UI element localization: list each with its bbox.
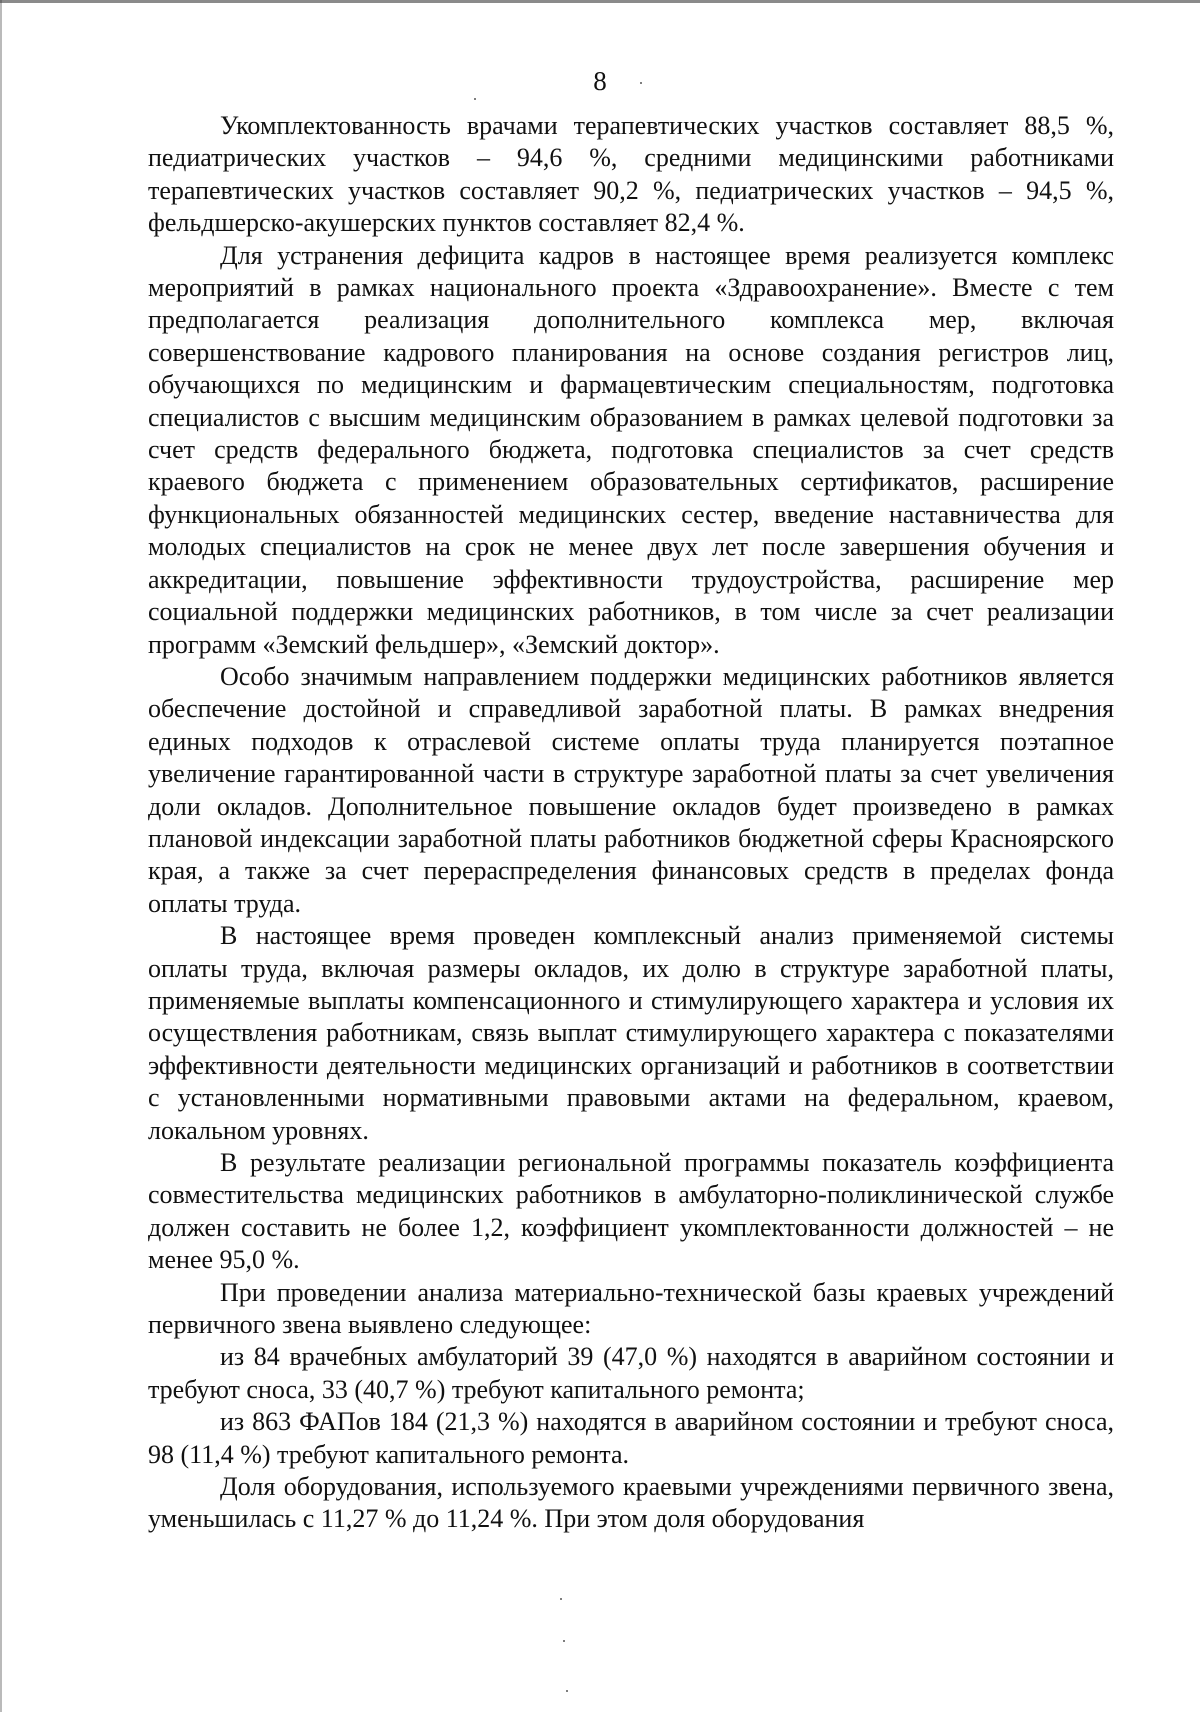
scan-speck xyxy=(640,82,642,84)
paragraph-staffing: Укомплектованность врачами терапевтических участков составляет 88,5 %, педиатрических участков – 94,6 %, средними медицинскими работниками терапевтических участков составляет 90,2 %, педиатрических участков – 94,5 %, фельдшерско-акушерских пунктов составляет 82,4 %. xyxy=(148,111,1114,238)
scan-speck xyxy=(566,1690,568,1692)
scan-speck xyxy=(474,98,476,100)
scan-top-edge xyxy=(0,0,1200,3)
paragraph-facility-analysis: При проведении анализа материально-технической базы краевых учреждений первичного звена выявлено следующее: xyxy=(148,1277,1114,1340)
document-body xyxy=(148,110,1114,1536)
paragraph-salary-support: Особо значимым направлением поддержки медицинских работников является обеспечение достойной и справедливой заработной платы. В рамках внедрения единых подходов к отраслевой системе оплаты труда планируется поэтапное увеличение гарантированной части в структуре заработной платы за счет увеличения доли окладов. Дополнительное повышение окладов будет произведено в рамках плановой индексации заработной платы работников бюджетной сферы Красноярского края, а также за счет перераспределения финансовых средств в пределах фонда оплаты труда. xyxy=(148,661,1114,918)
paragraph-program-results: В результате реализации региональной программы показатель коэффициента совместительства медицинских работников в амбулаторно-поликлинической службе должен составить не более 1,2, коэффициент укомплектованности должностей – не менее 95,0 %. xyxy=(148,1148,1114,1275)
paragraph-pay-analysis: В настоящее время проведен комплексный анализ применяемой системы оплаты труда, включая размеры окладов, их долю в структуре заработной платы, применяемые выплаты компенсационного и стимулирующего характера и условия их осуществления работникам, связь выплат стимулирующего характера с показателями эффективности деятельности медицинских организаций и работников в соответствии с установленными нормативными правовыми актами на федеральном, краевом, локальном уровнях. xyxy=(148,921,1114,1145)
paragraph-staff-deficit: Для устранения дефицита кадров в настоящее время реализуется комплекс мероприятий в рамках национального проекта «Здравоохранение». Вместе с тем предполагается реализация дополнительного комплекса мер, включая совершенствование кадрового планирования на основе создания регистров лиц, обучающихся по медицинским и фармацевтическим специальностям, подготовка специалистов с высшим медицинским образованием в рамках целевой подготовки за счет средств федерального бюджета, подготовка специалистов за счет средств краевого бюджета с применением образовательных сертификатов, расширение функциональных обязанностей медицинских сестер, введение наставничества для молодых специалистов на срок не менее двух лет после завершения обучения и аккредитации, повышение эффективности трудоустройства, расширение мер социальной поддержки медицинских работников, в том числе за счет реализации программ «Земский фельдшер», «Земский доктор». xyxy=(148,240,1114,659)
paragraph-ambulatories: из 84 врачебных амбулаторий 39 (47,0 %) находятся в аварийном состоянии и требуют сноса, 33 (40,7 %) требуют капитального ремонта; xyxy=(148,1342,1114,1404)
scan-left-edge xyxy=(0,0,2,1712)
paragraph-equipment: Доля оборудования, используемого краевыми учреждениями первичного звена, уменьшилась с 11,27 % до 11,24 %. При этом доля оборудования xyxy=(148,1472,1114,1534)
scan-speck xyxy=(560,1598,562,1600)
scan-speck xyxy=(563,1640,565,1642)
paragraph-fap: из 863 ФАПов 184 (21,3 %) находятся в аварийном состоянии и требуют сноса, 98 (11,4 %) требуют капитального ремонта. xyxy=(148,1407,1114,1469)
page-number: 8 xyxy=(593,66,607,96)
